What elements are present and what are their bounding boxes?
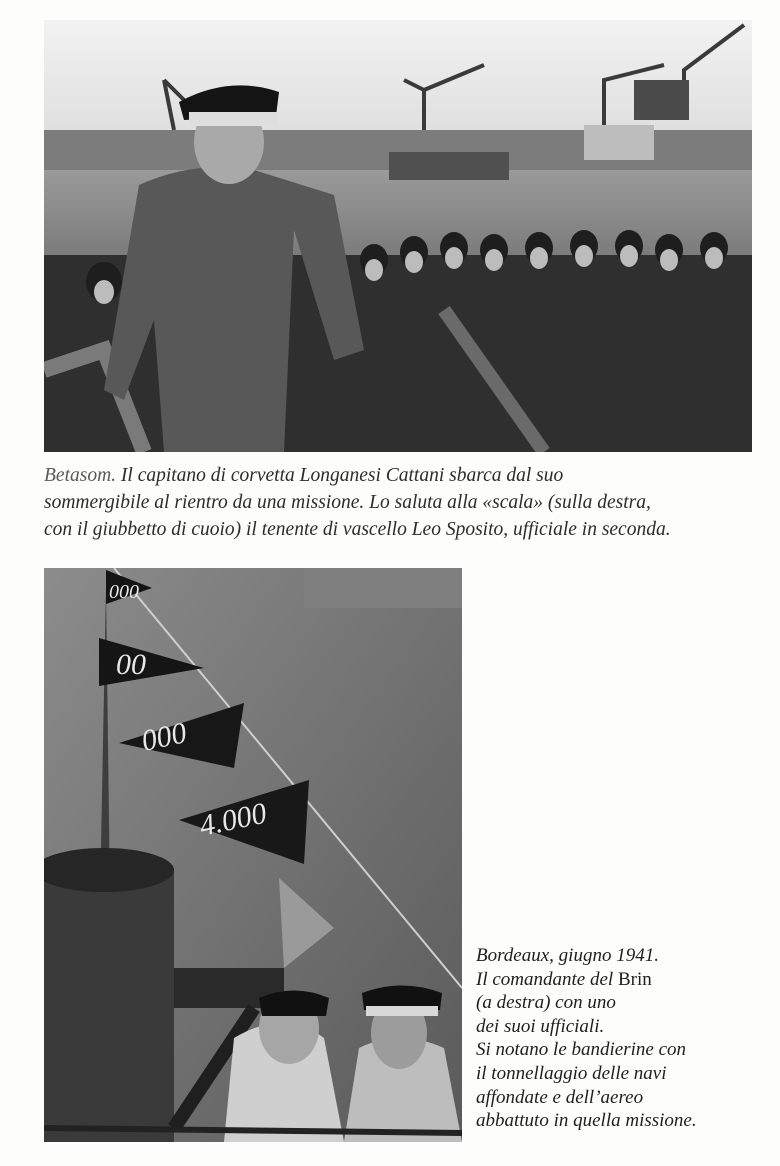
- caption-bordeaux-line-4: dei suoi ufficiali.: [476, 1015, 605, 1037]
- caption-bordeaux-ship-name: Brin: [617, 968, 652, 990]
- caption-bordeaux-line-2: [476, 968, 776, 992]
- caption-bordeaux-line-2-pre: Il comandante del: [476, 968, 618, 990]
- pennant-label-2: 00: [116, 648, 146, 681]
- pennant-label-4: 4.000: [196, 796, 270, 843]
- caption-bordeaux: [476, 944, 776, 1133]
- pennants-photo: [44, 568, 462, 1142]
- caption-bordeaux-line-5: Si notano le bandierine con: [476, 1039, 687, 1061]
- caption-betasom-line-2: sommergibile al rientro da una missione. Lo saluta alla «scala» (sulla destra,: [44, 492, 651, 513]
- pennant-label-top: 000: [109, 581, 139, 603]
- caption-betasom-line-1: [44, 462, 764, 489]
- caption-betasom-lead: Betasom.: [44, 465, 117, 486]
- caption-betasom-line-1-rest: Il capitano di corvetta Longanesi Cattani sbarca dal suo: [116, 465, 564, 486]
- pennants-photo-image: [44, 568, 462, 1142]
- caption-bordeaux-line-8: abbattuto in quella missione.: [476, 1110, 697, 1132]
- caption-bordeaux-line-7: affondate e dell’aereo: [476, 1086, 644, 1108]
- caption-bordeaux-line-3: (a destra) con uno: [476, 992, 616, 1014]
- harbour-photo: [44, 20, 752, 452]
- pennant-label-3: 000: [138, 716, 190, 758]
- caption-bordeaux-line-6: il tonnellaggio delle navi: [476, 1062, 667, 1084]
- caption-betasom-line-3: con il giubbetto di cuoio) il tenente di vascello Leo Sposito, ufficiale in seconda.: [44, 519, 671, 540]
- caption-betasom: [44, 462, 764, 543]
- caption-bordeaux-line-1: Bordeaux, giugno 1941.: [476, 945, 659, 966]
- harbour-photo-image: [44, 20, 752, 452]
